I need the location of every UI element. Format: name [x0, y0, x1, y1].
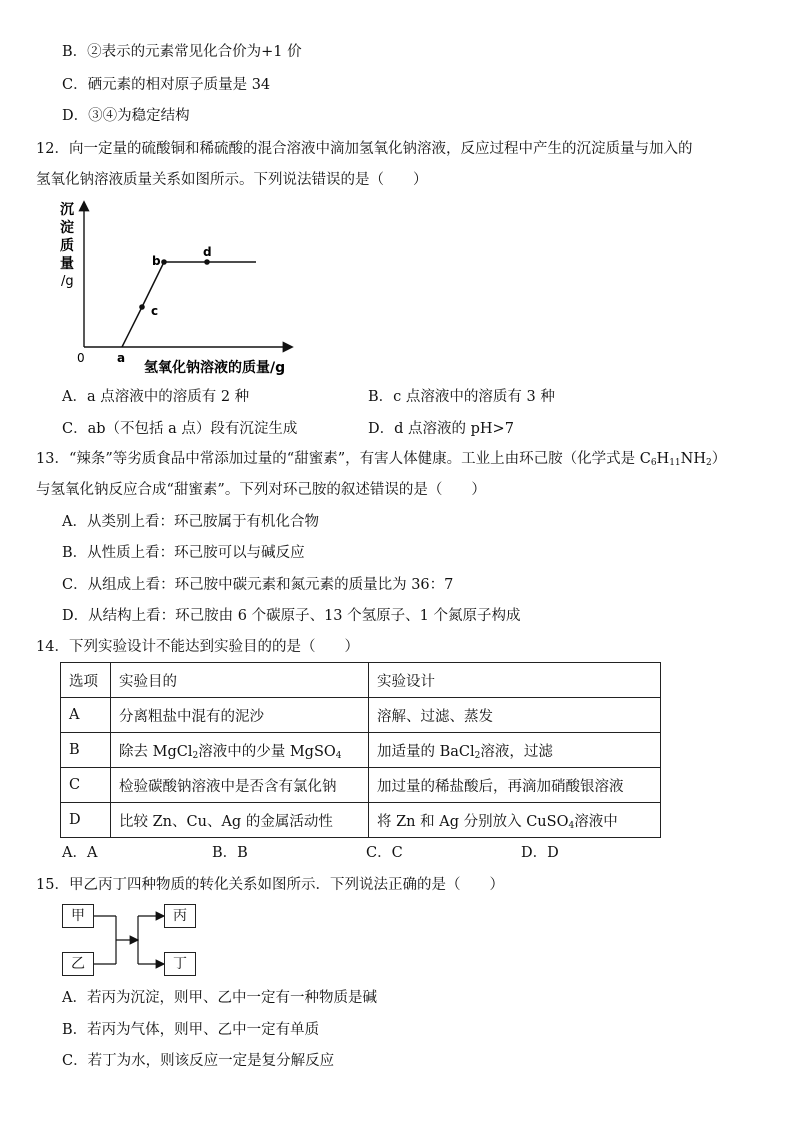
- header-goal: 实验目的: [111, 663, 369, 698]
- q13-option-a: A．从类别上看：环己胺属于有机化合物: [62, 514, 319, 530]
- box-yi: 乙: [62, 952, 94, 976]
- q12-option-c: C．ab（不包括 a 点）段有沉淀生成: [62, 421, 298, 437]
- ylabel-char-5: /g: [61, 274, 74, 289]
- q13-stem-line2: 与氢氧化钠反应合成“甜蜜素”。下列对环己胺的叙述错误的是（ ）: [36, 482, 486, 498]
- box-bing: 丙: [164, 904, 196, 928]
- row-a-design: 溶解、过滤、蒸发: [369, 698, 661, 733]
- row-b-design: 加适量的 BaCl$_2$溶液，过滤: [369, 733, 661, 768]
- q12-option-b: B．c 点溶液中的溶质有 3 种: [368, 389, 555, 405]
- row-a-key: A: [61, 698, 111, 733]
- q13-option-d: D．从结构上看：环己胺由 6 个碳原子、13 个氢原子、1 个氮原子构成: [62, 608, 521, 624]
- q14-option-c: C．C: [366, 845, 403, 861]
- table-header-row: [61, 663, 661, 698]
- origin-label: 0: [77, 351, 85, 365]
- q12-stem-line2: 氢氧化钠溶液质量关系如图所示。下列说法错误的是（ ）: [36, 172, 428, 188]
- row-d-design: 将 Zn 和 Ag 分别放入 CuSO$_4$溶液中: [369, 803, 661, 838]
- q15-stem: 15．甲乙丙丁四种物质的转化关系如图所示．下列说法正确的是（ ）: [36, 877, 504, 893]
- row-b-goal: 除去 MgCl$_2$溶液中的少量 MgSO$_4$: [111, 733, 369, 768]
- q13-option-c: C．从组成上看：环己胺中碳元素和氮元素的质量比为 36：7: [62, 577, 454, 593]
- row-d-goal: 比较 Zn、Cu、Ag 的金属活动性: [111, 803, 369, 838]
- q13-option-b: B．从性质上看：环己胺可以与碱反应: [62, 545, 305, 561]
- table-row: [61, 698, 661, 733]
- q14-option-b: B．B: [212, 845, 248, 861]
- row-b-key: B: [61, 733, 111, 768]
- q12-stem-line1: 12．向一定量的硫酸铜和稀硫酸的混合溶液中滴加氢氧化钠溶液，反应过程中产生的沉淀质量与加入的: [36, 141, 693, 157]
- box-jia: 甲: [62, 904, 94, 928]
- ylabel-char-4: 量: [60, 256, 74, 272]
- q14-stem: 14．下列实验设计不能达到实验目的的是（ ）: [36, 639, 359, 655]
- q14-option-d: D．D: [521, 845, 559, 861]
- point-d-label: d: [203, 245, 212, 259]
- point-d-dot: [204, 259, 210, 265]
- table-row: [61, 768, 661, 803]
- header-design: 实验设计: [369, 663, 661, 698]
- box-ding: 丁: [164, 952, 196, 976]
- q15-option-b: B．若丙为气体，则甲、乙中一定有单质: [62, 1022, 320, 1038]
- table-row: [61, 803, 661, 838]
- ylabel-char-2: 淀: [60, 220, 74, 236]
- q14-option-a: A．A: [62, 845, 98, 861]
- point-b-label: b: [152, 254, 161, 268]
- q12-option-d: D．d 点溶液的 pH>7: [368, 421, 514, 437]
- q12-chart: [55, 195, 300, 380]
- row-c-key: C: [61, 768, 111, 803]
- q13-stem-line1: 13．“辣条”等劣质食品中常添加过量的“甜蜜素”，有害人体健康。工业上由环己胺（化学式是 $C_6H_{11}NH_2$）: [36, 451, 727, 468]
- row-d-key: D: [61, 803, 111, 838]
- point-a-label: a: [117, 351, 126, 365]
- table-row: [61, 733, 661, 768]
- point-c-dot: [139, 304, 145, 310]
- ylabel-char-3: 质: [60, 238, 74, 254]
- q11-option-d: D．③④为稳定结构: [62, 108, 190, 124]
- q12-option-a: A．a 点溶液中的溶质有 2 种: [62, 389, 250, 405]
- q15-option-a: A．若丙为沉淀，则甲、乙中一定有一种物质是碱: [62, 990, 377, 1006]
- point-b-dot: [161, 259, 167, 265]
- point-c-label: c: [151, 304, 159, 318]
- row-c-design: 加过量的稀盐酸后，再滴加硝酸银溶液: [369, 768, 661, 803]
- q11-option-b: B．②表示的元素常见化合价为+1 价: [62, 44, 302, 60]
- xlabel: 氢氧化钠溶液的质量/g: [144, 360, 286, 376]
- q15-option-c: C．若丁为水，则该反应一定是复分解反应: [62, 1053, 335, 1069]
- ylabel-char-1: 沉: [60, 202, 74, 218]
- row-c-goal: 检验碳酸钠溶液中是否含有氯化钠: [111, 768, 369, 803]
- row-a-goal: 分离粗盐中混有的泥沙: [111, 698, 369, 733]
- q14-experiment-table: [60, 662, 661, 838]
- q11-option-c: C．硒元素的相对原子质量是 34: [62, 77, 271, 93]
- header-option: 选项: [61, 663, 111, 698]
